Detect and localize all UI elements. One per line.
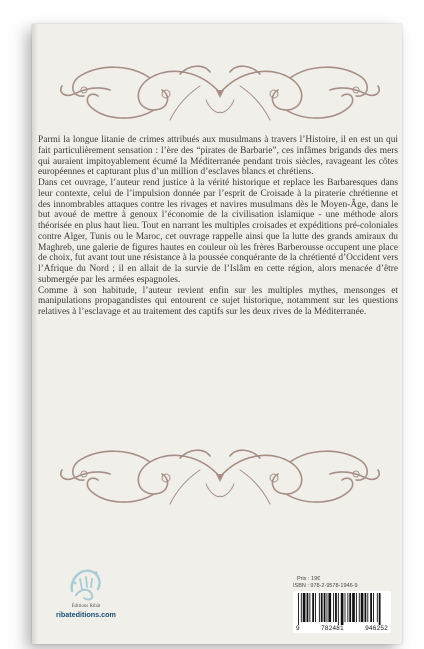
bottom-flourish-ornament [50, 444, 390, 510]
barcode-bar [303, 593, 306, 622]
back-cover-blurb [38, 135, 398, 318]
barcode-bar [324, 593, 326, 622]
top-flourish-ornament [50, 60, 390, 126]
barcode-bar [298, 593, 299, 625]
barcode-bar [367, 593, 368, 622]
barcode-bar [315, 593, 316, 622]
barcode-bar [335, 593, 337, 622]
barcode-digit-group: 946252 [365, 625, 388, 632]
barcode-bar [347, 593, 348, 622]
barcode-bar [373, 593, 374, 622]
barcode-bar [352, 593, 355, 622]
barcode-bar [319, 593, 320, 622]
blurb-paragraph-1: Parmi la longue litanie de crimes attribués aux musulmans à travers l’Histoire, il en est un qui fait particulièrement sensation : l’ère des “pirates de Barbarie”, ces infâmes brigands des mers qui auraient impitoyablement écumé la Méditerranée pendant trois siècles, ravageant les côtes européennes et capturant plus d’un million d’esclaves blancs et chrétiens. [38, 135, 398, 178]
barcode-bar [365, 593, 367, 622]
barcode-bar [361, 593, 364, 622]
barcode-digits [296, 625, 388, 632]
barcode-bar [370, 593, 372, 622]
barcode-digit-group: 782481 [321, 625, 344, 632]
barcode-bar [301, 593, 302, 622]
publisher-name: Éditions Ribât [71, 604, 101, 609]
publisher-logo [52, 565, 120, 619]
price-and-barcode [293, 576, 393, 633]
barcode-bar [338, 593, 339, 625]
price-label: Prix : 19€ [297, 576, 321, 582]
barcode-bar [345, 593, 346, 622]
barcode-bar [379, 593, 381, 625]
barcode-bar [377, 593, 378, 622]
barcode-bars [296, 593, 382, 625]
barcode-bar [359, 593, 360, 622]
barcode-bar [356, 593, 357, 622]
back-cover [32, 24, 402, 644]
barcode-bar [321, 593, 323, 622]
barcode-bar [341, 593, 344, 625]
barcode-bar [327, 593, 328, 622]
blurb-paragraph-3: Comme à son habitude, l’auteur revient enfin sur les multiples mythes, mensonges et manipulations propagandistes qui entourent ce sujet historique, notamment sur les questions relatives à l’esclavage et au traitement des captifs sur les deux rives de la Méditerranée. [38, 285, 398, 317]
isbn-label: ISBN : 978-2-9578-1946-9 [293, 583, 358, 589]
barcode-bar [307, 593, 309, 622]
barcode [293, 591, 391, 633]
barcode-bar [328, 593, 331, 622]
ribat-calligraphy-logo-icon [66, 565, 106, 603]
barcode-bar [309, 593, 310, 622]
barcode-bar [349, 593, 351, 622]
barcode-bar [312, 593, 314, 622]
blurb-paragraph-2: Dans cet ouvrage, l’auteur rend justice à la vérité historique et replace les Barbaresques dans leur contexte, celui de l’impulsion donnée par l’esprit de Croisade à la piraterie chrétienne et des innombrables attaques contre les rivages et navires musulmans dès le Moyen-Âge, dans le but avoué de mettre à genoux l’économie de la civilisation islamique - une méthode alors théorisée en plus haut lieu. Tout en narrant les multiples croisades et expéditions pré-coloniales contre Alger, Tunis ou le Maroc, cet ouvrage rappelle ainsi que la lutte des grands amiraux du Maghreb, une galerie de figures hautes en couleur où les frères Barberousse occupent une place de choix, fut avant tout une résistance à la poussée conquérante de la chrétienté d’Occident vers l’Afrique du Nord ; il en allait de la survie de l’Islâm en cette région, alors menacée d’être submergée par les armées espagnoles. [38, 178, 398, 285]
barcode-digit-group: 9 [296, 625, 300, 632]
barcode-bar [333, 593, 334, 622]
publisher-website: ribateditions.com [56, 610, 116, 619]
